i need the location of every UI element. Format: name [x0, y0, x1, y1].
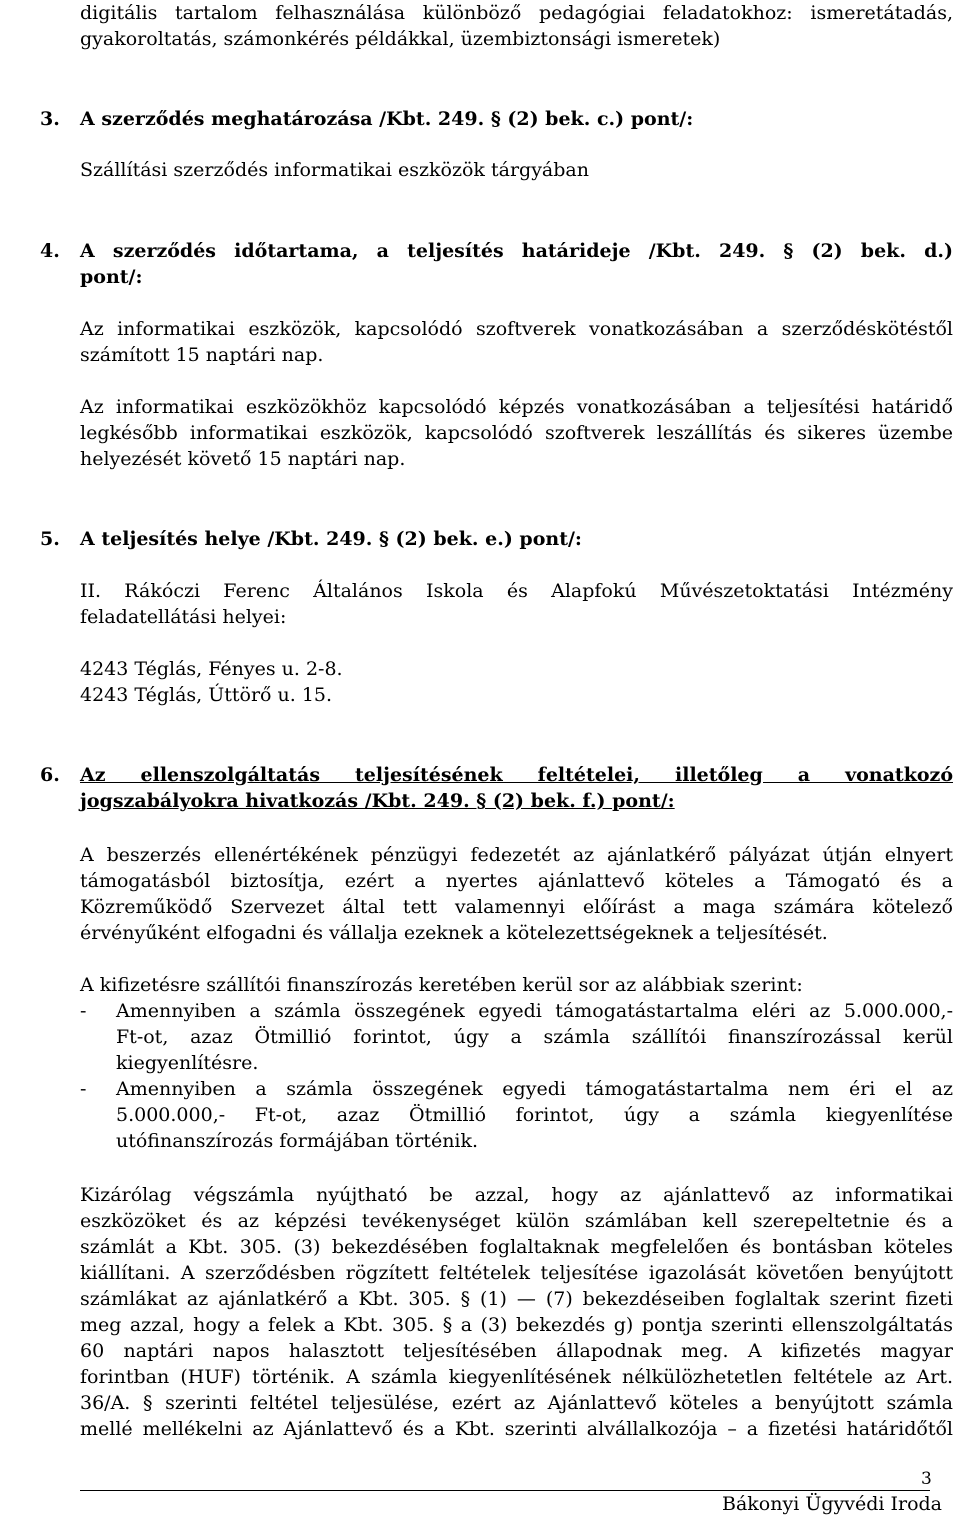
section-4-p2-line-2: legkésőbb informatikai eszközök, kapcsolódó szoftverek leszállítás és sikeres üzembe: [80, 422, 953, 444]
section-6-p3-line-10: mellé mellékelni az Ajánlattevő és a Kbt. szerinti alvállalkozója – a fizetési határidőtől: [80, 1418, 953, 1440]
section-6-p3-line-8: forintban (HUF) történik. A számla kiegyenlítésének nélkülözhetetlen feltétele az Art.: [80, 1366, 953, 1388]
section-6-heading-line-2: jogszabályokra hivatkozás /Kbt. 249. § (2) bek. f.) pont/:: [80, 790, 675, 812]
section-4-p1-line-2: számított 15 naptári nap.: [80, 344, 324, 366]
section-4-heading-line-2: pont/:: [80, 266, 143, 288]
section-6-p1-line-2: támogatásból biztosítja, ezért a nyertes ajánlattevő köteles a Támogató és a: [80, 870, 953, 892]
section-6-p3-line-3: számlát a Kbt. 305. (3) bekezdésében foglaltaknak megfelelően és bontásban köteles: [80, 1236, 953, 1258]
bullet-2-line-2: 5.000.000,- Ft-ot, azaz Ötmillió forintot, úgy a számla kiegyenlítése: [116, 1104, 953, 1126]
section-6-p3-line-4: kiállítani. A szerződésben rögzített feltételek teljesítése igazolását követően benyújtott: [80, 1262, 953, 1284]
section-6-p3-line-1: Kizárólag végszámla nyújtható be azzal, hogy az ajánlattevő az informatikai: [80, 1184, 953, 1206]
section-3-heading: A szerződés meghatározása /Kbt. 249. § (2) bek. c.) pont/:: [80, 108, 694, 130]
section-4-p2-line-3: helyezését követő 15 naptári nap.: [80, 448, 406, 470]
intro-line-2: gyakoroltatás, számonkérés példákkal, üzembiztonsági ismeretek): [80, 28, 721, 50]
section-4-heading-line-1: A szerződés időtartama, a teljesítés határideje /Kbt. 249. § (2) bek. d.): [80, 240, 953, 262]
bullet-2-dash: -: [80, 1078, 87, 1100]
section-6-p1-line-4: érvényűként elfogadni és vállalja ezeknek a kötelezettségeknek a teljesítését.: [80, 922, 828, 944]
bullet-2-line-1: Amennyiben a számla összegének egyedi támogatástartalma nem éri el az: [116, 1078, 953, 1100]
footer-rule: [80, 1490, 930, 1491]
section-3-number: 3.: [40, 108, 60, 130]
section-6-p3-line-5: számlákat az ajánlatkérő a Kbt. 305. § (1) — (7) bekezdéseiben foglaltak szerint fizeti: [80, 1288, 953, 1310]
bullet-1-line-3: kiegyenlítésre.: [116, 1052, 259, 1074]
section-4-p1-line-1: Az informatikai eszközök, kapcsolódó szoftverek vonatkozásában a szerződéskötéstől: [80, 318, 953, 340]
bullet-1-line-1: Amennyiben a számla összegének egyedi támogatástartalma eléri az 5.000.000,-: [116, 1000, 953, 1022]
section-4-number: 4.: [40, 240, 60, 262]
bullet-1-dash: -: [80, 1000, 87, 1022]
section-5-p-line-1: II. Rákóczi Ferenc Általános Iskola és Alapfokú Művészetoktatási Intézmény: [80, 580, 953, 602]
footer-firm-name: Bákonyi Ügyvédi Iroda: [721, 1493, 942, 1515]
bullet-2-line-3: utófinanszírozás formájában történik.: [116, 1130, 479, 1152]
address-1: 4243 Téglás, Fényes u. 2-8.: [80, 658, 343, 680]
section-6-p1-line-1: A beszerzés ellenértékének pénzügyi fedezetét az ajánlatkérő pályázat útján elnyert: [80, 844, 953, 866]
section-6-number: 6.: [40, 764, 60, 786]
section-6-p3-line-6: meg azzal, hogy a felek a Kbt. 305. § a (3) bekezdés g) pontja szerinti ellenszolgáltatás: [80, 1314, 953, 1336]
section-6-p1-line-3: Közreműködő Szervezet által tett valamennyi előírást a maga számára kötelező: [80, 896, 953, 918]
section-5-p-line-2: feladatellátási helyei:: [80, 606, 287, 628]
section-5-heading: A teljesítés helye /Kbt. 249. § (2) bek. e.) pont/:: [80, 528, 582, 550]
intro-line-1: digitális tartalom felhasználása különböző pedagógiai feladatokhoz: ismeretátadás,: [80, 2, 953, 24]
section-6-p3-line-2: eszközöket és az képzési tevékenységet külön számlában kell szerepeltetnie és a: [80, 1210, 953, 1232]
section-6-heading-line-1: Az ellenszolgáltatás teljesítésének feltételei, illetőleg a vonatkozó: [80, 764, 953, 786]
section-3-text: Szállítási szerződés informatikai eszközök tárgyában: [80, 159, 589, 181]
address-2: 4243 Téglás, Úttörő u. 15.: [80, 684, 333, 706]
section-6-p2-intro: A kifizetésre szállítói finanszírozás keretében kerül sor az alábbiak szerint:: [80, 974, 803, 996]
section-5-number: 5.: [40, 528, 60, 550]
section-6-p3-line-9: 36/A. § szerinti feltétel teljesülése, ezért az Ajánlattevő köteles a benyújtott számla: [80, 1392, 953, 1414]
section-6-p3-line-7: 60 naptári napos halasztott teljesítésében állapodnak meg. A kifizetés magyar: [80, 1340, 953, 1362]
bullet-1-line-2: Ft-ot, azaz Ötmillió forintot, úgy a számla szállítói finanszírozással kerül: [116, 1026, 953, 1048]
page-number: 3: [921, 1469, 932, 1489]
section-4-p2-line-1: Az informatikai eszközökhöz kapcsolódó képzés vonatkozásában a teljesítési határidő: [80, 396, 953, 418]
